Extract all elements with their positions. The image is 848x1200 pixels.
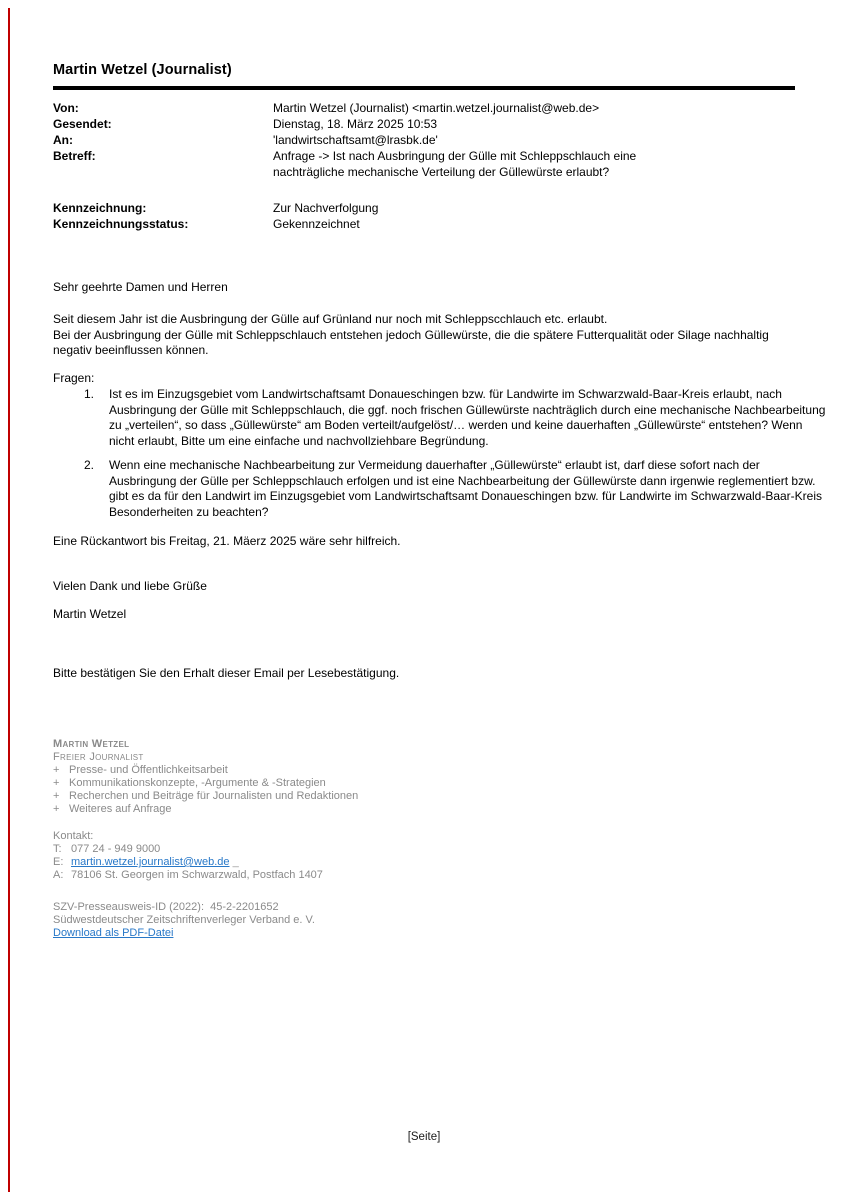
questions-intro: Fragen: [53,371,95,385]
intro-line-1: Seit diesem Jahr ist die Ausbringung der Gülle auf Grünland nur noch mit Schleppscchlauch etc. erlaubt. [53,312,608,326]
phone-value: 077 24 - 949 9000 [71,843,161,855]
association-line: Südwestdeutscher Zeitschriftenverleger Verband e. V. [53,914,315,926]
flag-label-kennzeichnung: Kennzeichnung: [53,201,147,215]
read-receipt-line: Bitte bestätigen Sie den Erhalt dieser Email per Lesebestätigung. [53,666,400,680]
address-value: 78106 St. Georgen im Schwarzwald, Postfach 1407 [71,869,323,881]
deadline-line: Eine Rückantwort bis Freitag, 21. Mäerz 2025 wäre sehr hilfreich. [53,534,401,548]
header-value-an: 'landwirtschaftsamt@lrasbk.de' [273,133,438,147]
salutation: Sehr geehrte Damen und Herren [53,280,228,294]
address-label: A: [53,869,64,881]
signature-service-2 [53,777,795,790]
intro-line-2: Bei der Ausbringung der Gülle mit Schleppschlauch entstehen jedoch Güllewürste, die die spätere Futterqualität oder Silage nachhaltig negativ beeinflussen können. [53,327,769,358]
page-title: Martin Wetzel (Journalist) [53,62,232,78]
plus-bullet-icon: + [53,777,60,789]
email-underscore-mark: _ [232,856,239,868]
service-text-2: Kommunikationskonzepte, -Argumente & -Strategien [69,777,326,789]
header-value-von: Martin Wetzel (Journalist) <martin.wetzel.journalist@web.de> [273,101,600,115]
plus-bullet-icon: + [53,803,60,815]
signature-block [53,738,795,816]
question-item-2 [53,458,826,521]
email-label: E: [53,856,64,868]
contact-heading: Kontakt: [53,830,94,842]
email-header-fields [53,100,795,180]
contact-phone-row [53,843,795,856]
signature-name: Martin Wetzel [53,738,130,750]
contact-email-row [53,856,795,869]
plus-bullet-icon: + [53,790,60,802]
service-text-3: Recherchen und Beiträge für Journalisten und Redaktionen [69,790,359,802]
signature-service-4 [53,803,795,816]
question-number-1: 1. [84,387,95,401]
header-label-an: An: [53,133,73,147]
service-text-4: Weiteres auf Anfrage [69,803,172,815]
press-id-block [53,901,795,940]
flag-label-kennzeichnungsstatus: Kennzeichnungsstatus: [53,217,189,231]
contact-address-row [53,869,795,882]
question-text-1: Ist es im Einzugsgebiet vom Landwirtschaftsamt Donaueschingen bzw. für Landwirte im Schwarzwald-Baar-Kreis erlaubt, nach Ausbringung der Gülle mit Schleppschlauch, die ggf. noch frischen Güllewürste nachträglich durch eine mechanische Nachbearbeitung zu „verteilen“, so dass „Güllewürste“ am Boden verteilt/aufgelöst/… werden und keine dauerhaften „Güllewürste“ entstehen? Wenn nicht erlaubt, Bitte um eine einfache und nachvollziehbare Begründung. [109,387,826,449]
flag-value-kennzeichnung: Zur Nachverfolgung [273,201,379,215]
signature-role: Freier Journalist [53,751,144,763]
phone-label: T: [53,843,62,855]
left-edge-red-line [8,8,10,1192]
intro-paragraph [53,312,795,359]
contact-block [53,830,795,882]
press-id-line: SZV-Presseausweis-ID (2022): 45-2-2201652 [53,901,279,913]
title-rule [53,86,795,90]
service-text-1: Presse- und Öffentlichkeitsarbeit [69,764,228,776]
header-value-betreff: Anfrage -> Ist nach Ausbringung der Gülle mit Schleppschlauch eine nachträgliche mechanische Verteilung der Güllewürste erlaubt? [273,149,637,179]
question-number-2: 2. [84,458,95,472]
thanks-line: Vielen Dank und liebe Grüße [53,579,207,593]
question-text-2: Wenn eine mechanische Nachbearbeitung zur Vermeidung dauerhafter „Güllewürste“ erlaubt ist, darf diese sofort nach der Ausbringung der Gülle per Schleppschlauch erfolgen und ist eine Nachbearbeitung der Güllewürste dann irgenwie reglementiert bzw. gibt es da für den Landwirt im Einzugsgebiet vom Landwirtschaftsamt Donaueschingen bzw. für Landwirte im Schwarzwald-Baar-Kreis Besonderheiten zu beachten? [109,458,823,520]
header-value-gesendet: Dienstag, 18. März 2025 10:53 [273,117,438,131]
download-pdf-link[interactable]: Download als PDF-Datei [53,927,174,939]
flag-fields [53,200,795,232]
header-label-von: Von: [53,101,79,115]
header-label-betreff: Betreff: [53,149,96,163]
page-footer: [Seite] [407,1131,441,1143]
flag-value-kennzeichnungsstatus: Gekennzeichnet [273,217,360,231]
question-item-1 [53,387,826,450]
signature-service-1 [53,764,795,777]
email-link[interactable]: martin.wetzel.journalist@web.de [71,856,230,868]
plus-bullet-icon: + [53,764,60,776]
signature-service-3 [53,790,795,803]
header-label-gesendet: Gesendet: [53,117,112,131]
sender-name: Martin Wetzel [53,607,127,621]
